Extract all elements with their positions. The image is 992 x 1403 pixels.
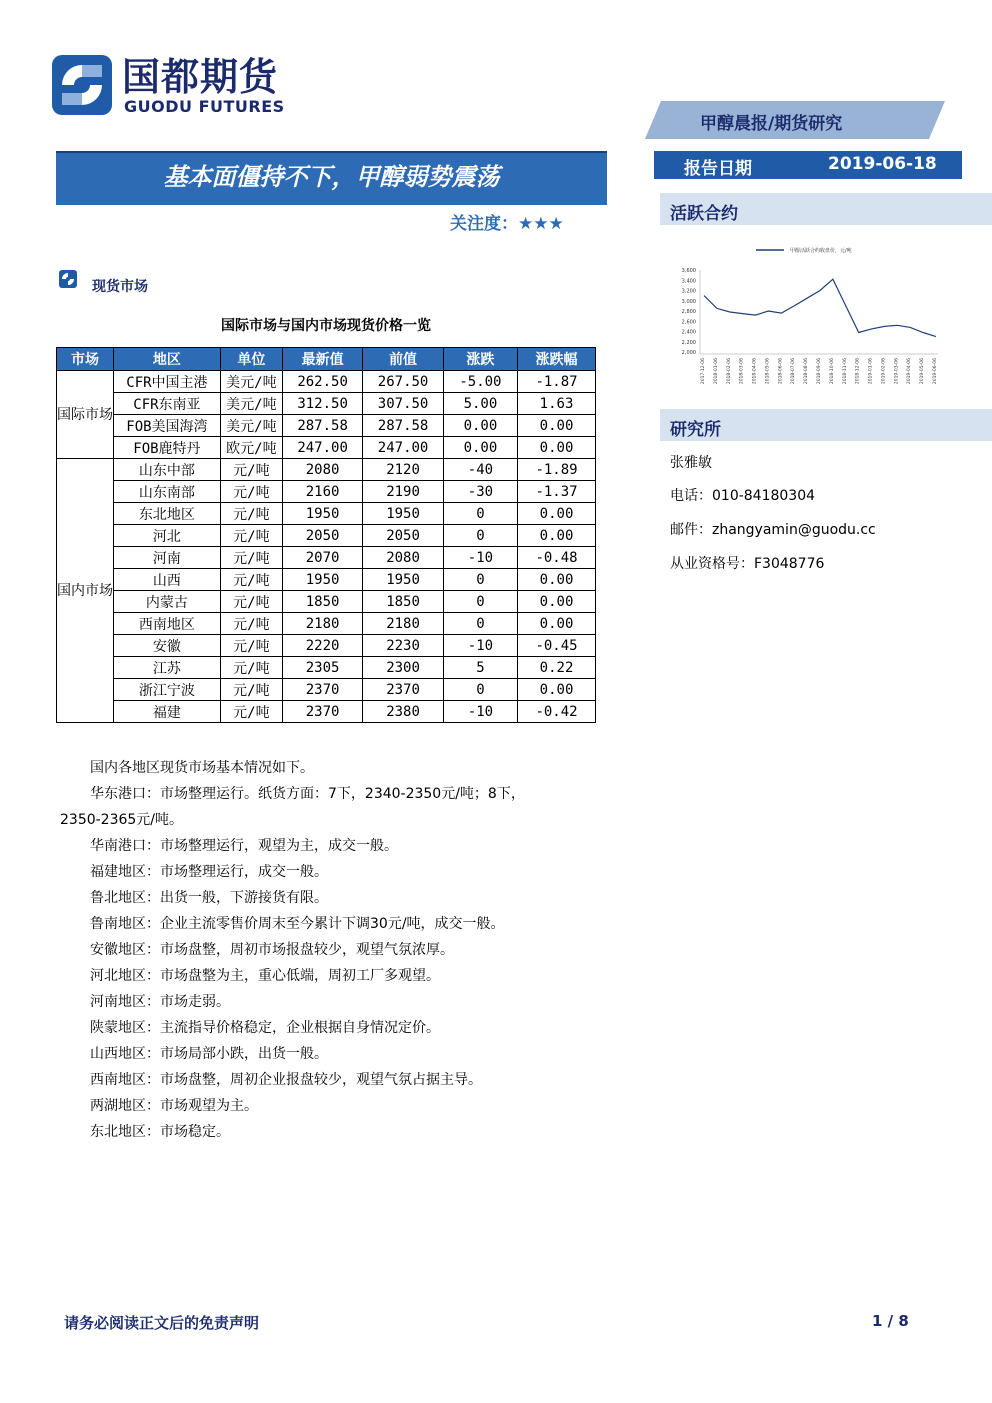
cell-change: -10 — [443, 547, 517, 569]
table-row — [57, 525, 596, 547]
x-tick-label: 2019-06-06 — [933, 358, 938, 385]
cell-latest: 287.58 — [282, 415, 362, 437]
cell-region: CFR东南亚 — [114, 393, 221, 415]
commentary-line: 安徽地区：市场盘整，周初市场报盘较少，观望气氛浓厚。 — [90, 942, 454, 958]
cell-change: 0 — [443, 569, 517, 591]
x-tick-label: 2017-12-06 — [701, 358, 706, 385]
x-tick-label: 2018-03-06 — [739, 358, 745, 385]
commentary-east-2: 2350-2365元/吨。 — [60, 812, 184, 828]
cell-change-pct: -1.89 — [518, 459, 596, 481]
cell-change-pct: 0.00 — [518, 591, 596, 613]
guodu-logo-mark-icon — [52, 55, 112, 115]
attention-stars: ★★★ — [518, 214, 564, 234]
cell-latest: 247.00 — [282, 437, 362, 459]
analyst-name: 张雅敏 — [670, 455, 712, 471]
market-commentary — [60, 755, 600, 1145]
x-tick-label: 2018-02-06 — [726, 358, 732, 385]
table-row — [57, 393, 596, 415]
table-row — [57, 591, 596, 613]
commentary-line: 两湖地区：市场观望为主。 — [90, 1098, 258, 1114]
cell-latest: 2305 — [282, 657, 362, 679]
analyst-email: 邮件：zhangyamin@guodu.cc — [670, 522, 876, 538]
cell-change: 0 — [443, 525, 517, 547]
x-tick-label: 2019-03-06 — [894, 358, 900, 385]
report-date-label: 报告日期 — [684, 159, 752, 179]
x-tick-label: 2018-01-06 — [713, 358, 719, 385]
cell-unit: 元/吨 — [220, 635, 282, 657]
cell-change-pct: 0.22 — [518, 657, 596, 679]
cell-latest: 2050 — [282, 525, 362, 547]
cell-change: -40 — [443, 459, 517, 481]
cell-change-pct: 0.00 — [518, 679, 596, 701]
report-type-text: 甲醇晨报/期货研究 — [700, 114, 843, 134]
table-row — [57, 503, 596, 525]
spot-price-table — [56, 347, 596, 723]
attention-rating — [450, 209, 564, 234]
x-tick-label: 2018-04-06 — [752, 358, 758, 385]
cell-region: FOB鹿特丹 — [114, 437, 221, 459]
spot-market-title: 现货市场 — [92, 279, 148, 295]
commentary-line: 福建地区：市场整理运行，成交一般。 — [90, 864, 328, 880]
x-tick-label: 2019-01-06 — [868, 358, 874, 385]
table-row — [57, 371, 596, 393]
cell-previous: 2190 — [363, 481, 443, 503]
cell-change-pct: 0.00 — [518, 613, 596, 635]
footer-page-number: 1 / 8 — [872, 1312, 909, 1330]
y-tick-label: 2,400 — [681, 329, 696, 336]
col-header-change: 涨跌 — [443, 348, 517, 371]
price-table-caption: 国际市场与国内市场现货价格一览 — [221, 318, 431, 334]
cell-unit: 美元/吨 — [220, 393, 282, 415]
cell-latest: 2070 — [282, 547, 362, 569]
x-tick-label: 2019-04-06 — [907, 358, 913, 385]
x-tick-label: 2019-05-06 — [920, 358, 926, 385]
cell-change-pct: 0.00 — [518, 525, 596, 547]
cell-unit: 元/吨 — [220, 525, 282, 547]
col-header-change-pct: 涨跌幅 — [518, 348, 596, 371]
cell-latest: 2080 — [282, 459, 362, 481]
cell-change-pct: -0.42 — [518, 701, 596, 723]
cell-change: -30 — [443, 481, 517, 503]
commentary-east-1: 华东港口：市场整理运行。纸货方面：7下，2340-2350元/吨；8下， — [90, 786, 525, 802]
table-row — [57, 635, 596, 657]
cell-region: 江苏 — [114, 657, 221, 679]
cell-unit: 元/吨 — [220, 657, 282, 679]
y-tick-label: 3,200 — [681, 288, 696, 295]
cell-latest: 2160 — [282, 481, 362, 503]
cell-change-pct: 0.00 — [518, 569, 596, 591]
cell-region: 浙江宁波 — [114, 679, 221, 701]
cell-change-pct: -0.48 — [518, 547, 596, 569]
cell-region: FOB美国海湾 — [114, 415, 221, 437]
cell-change-pct: -0.45 — [518, 635, 596, 657]
cell-latest: 1850 — [282, 591, 362, 613]
cell-previous: 2180 — [363, 613, 443, 635]
institute-title: 研究所 — [670, 420, 721, 440]
cell-region: 西南地区 — [114, 613, 221, 635]
x-tick-label: 2018-07-06 — [791, 358, 797, 385]
cell-unit: 元/吨 — [220, 591, 282, 613]
cell-latest: 1950 — [282, 503, 362, 525]
commentary-line: 东北地区：市场稳定。 — [90, 1124, 230, 1140]
col-header-unit: 单位 — [220, 348, 282, 371]
logo-english-name: GUODU FUTURES — [124, 97, 285, 116]
cell-unit: 元/吨 — [220, 547, 282, 569]
col-header-region: 地区 — [114, 348, 221, 371]
table-row — [57, 701, 596, 723]
cell-change: 0 — [443, 679, 517, 701]
table-row — [57, 415, 596, 437]
cell-region: 河北 — [114, 525, 221, 547]
table-row — [57, 569, 596, 591]
y-tick-label: 3,600 — [681, 268, 696, 274]
cell-market-group: 国际市场 — [57, 371, 114, 459]
cell-latest: 2220 — [282, 635, 362, 657]
x-tick-label: 2019-02-06 — [881, 358, 887, 385]
col-header-latest: 最新值 — [282, 348, 362, 371]
section-logo-icon — [59, 270, 77, 288]
series-line — [704, 279, 936, 336]
y-tick-label: 2,800 — [681, 309, 696, 315]
cell-previous: 247.00 — [363, 437, 443, 459]
cell-region: 山西 — [114, 569, 221, 591]
cell-change: 0 — [443, 613, 517, 635]
cell-change-pct: 0.00 — [518, 503, 596, 525]
commentary-line: 河北地区：市场盘整为主，重心低端，周初工厂多观望。 — [90, 968, 440, 984]
analyst-phone: 电话：010-84180304 — [670, 488, 816, 504]
y-tick-label: 2,200 — [681, 339, 696, 346]
cell-previous: 2370 — [363, 679, 443, 701]
footer-disclaimer: 请务必阅读正文后的免责声明 — [64, 1314, 260, 1332]
cell-unit: 元/吨 — [220, 613, 282, 635]
cell-region: 内蒙古 — [114, 591, 221, 613]
commentary-line: 鲁南地区：企业主流零售价周末至今累计下调30元/吨，成交一般。 — [90, 916, 505, 932]
cell-previous: 2080 — [363, 547, 443, 569]
cell-region: 东北地区 — [114, 503, 221, 525]
cell-region: 山东中部 — [114, 459, 221, 481]
cell-change: 0 — [443, 503, 517, 525]
cell-latest: 262.50 — [282, 371, 362, 393]
commentary-line: 西南地区：市场盘整，周初企业报盘较少，观望气氛占据主导。 — [90, 1072, 482, 1088]
x-tick-label: 2018-10-06 — [829, 358, 835, 385]
cell-region: CFR中国主港 — [114, 371, 221, 393]
cell-latest: 312.50 — [282, 393, 362, 415]
table-row — [57, 679, 596, 701]
cell-previous: 307.50 — [363, 393, 443, 415]
cell-change-pct: 0.00 — [518, 437, 596, 459]
commentary-line: 山西地区：市场局部小跌，出货一般。 — [90, 1046, 328, 1062]
cell-unit: 元/吨 — [220, 459, 282, 481]
table-row — [57, 613, 596, 635]
cell-change: 5.00 — [443, 393, 517, 415]
cell-previous: 1850 — [363, 591, 443, 613]
cell-change: -5.00 — [443, 371, 517, 393]
report-date-value: 2019-06-18 — [828, 154, 937, 174]
cell-previous: 2120 — [363, 459, 443, 481]
table-row — [57, 481, 596, 503]
cell-unit: 元/吨 — [220, 701, 282, 723]
cell-latest: 1950 — [282, 569, 362, 591]
cell-latest: 2370 — [282, 679, 362, 701]
cell-previous: 2300 — [363, 657, 443, 679]
commentary-line: 鲁北地区：出货一般，下游接货有限。 — [90, 890, 328, 906]
x-tick-label: 2018-08-06 — [804, 358, 810, 385]
x-tick-label: 2018-11-06 — [842, 358, 848, 385]
table-header-row — [57, 348, 596, 371]
cell-region: 山东南部 — [114, 481, 221, 503]
col-header-previous: 前值 — [363, 348, 443, 371]
cell-change-pct: -1.87 — [518, 371, 596, 393]
cell-change: 0.00 — [443, 415, 517, 437]
y-tick-label: 2,600 — [681, 319, 696, 326]
cell-market-group: 国内市场 — [57, 459, 114, 723]
cell-change-pct: 1.63 — [518, 393, 596, 415]
y-tick-label: 3,400 — [681, 278, 696, 285]
cell-previous: 267.50 — [363, 371, 443, 393]
cell-change: 5 — [443, 657, 517, 679]
cell-unit: 欧元/吨 — [220, 437, 282, 459]
x-tick-label: 2018-09-06 — [817, 358, 822, 385]
cell-change-pct: 0.00 — [518, 415, 596, 437]
cell-previous: 287.58 — [363, 415, 443, 437]
x-tick-label: 2018-05-06 — [765, 358, 771, 385]
cell-change: 0 — [443, 591, 517, 613]
cell-change: -10 — [443, 701, 517, 723]
cell-change: -10 — [443, 635, 517, 657]
table-row — [57, 459, 596, 481]
cell-previous: 1950 — [363, 569, 443, 591]
logo-chinese-name: 国都期货 — [122, 55, 279, 99]
cell-unit: 美元/吨 — [220, 415, 282, 437]
cell-latest: 2180 — [282, 613, 362, 635]
commentary-line: 河南地区：市场走弱。 — [90, 994, 230, 1010]
cell-previous: 2230 — [363, 635, 443, 657]
cell-unit: 元/吨 — [220, 569, 282, 591]
cell-previous: 2050 — [363, 525, 443, 547]
chart-legend: 甲醇活跃合约收盘价，元/吨 — [790, 248, 852, 254]
x-tick-label: 2018-12-06 — [855, 358, 861, 385]
col-header-market: 市场 — [57, 348, 114, 371]
cell-region: 河南 — [114, 547, 221, 569]
cell-previous: 1950 — [363, 503, 443, 525]
cell-latest: 2370 — [282, 701, 362, 723]
table-row — [57, 547, 596, 569]
cell-region: 福建 — [114, 701, 221, 723]
active-contract-chart — [672, 240, 962, 400]
table-row — [57, 437, 596, 459]
y-tick-label: 3,000 — [681, 298, 696, 305]
x-tick-label: 2018-06-06 — [778, 358, 784, 385]
cell-unit: 元/吨 — [220, 503, 282, 525]
cell-unit: 元/吨 — [220, 679, 282, 701]
table-row — [57, 657, 596, 679]
cell-change-pct: -1.37 — [518, 481, 596, 503]
cell-unit: 元/吨 — [220, 481, 282, 503]
analyst-license: 从业资格号：F3048776 — [670, 556, 825, 572]
report-title: 基本面僵持不下，甲醇弱势震荡 — [163, 163, 500, 191]
commentary-line: 华南港口：市场整理运行，观望为主，成交一般。 — [90, 838, 398, 854]
cell-unit: 美元/吨 — [220, 371, 282, 393]
commentary-intro: 国内各地区现货市场基本情况如下。 — [90, 760, 314, 776]
active-contract-title: 活跃合约 — [670, 204, 738, 224]
y-tick-label: 2,000 — [681, 350, 696, 356]
cell-previous: 2380 — [363, 701, 443, 723]
commentary-line: 陕蒙地区：主流指导价格稳定，企业根据自身情况定价。 — [90, 1020, 440, 1036]
cell-region: 安徽 — [114, 635, 221, 657]
cell-change: 0.00 — [443, 437, 517, 459]
attention-label: 关注度： — [450, 214, 518, 234]
